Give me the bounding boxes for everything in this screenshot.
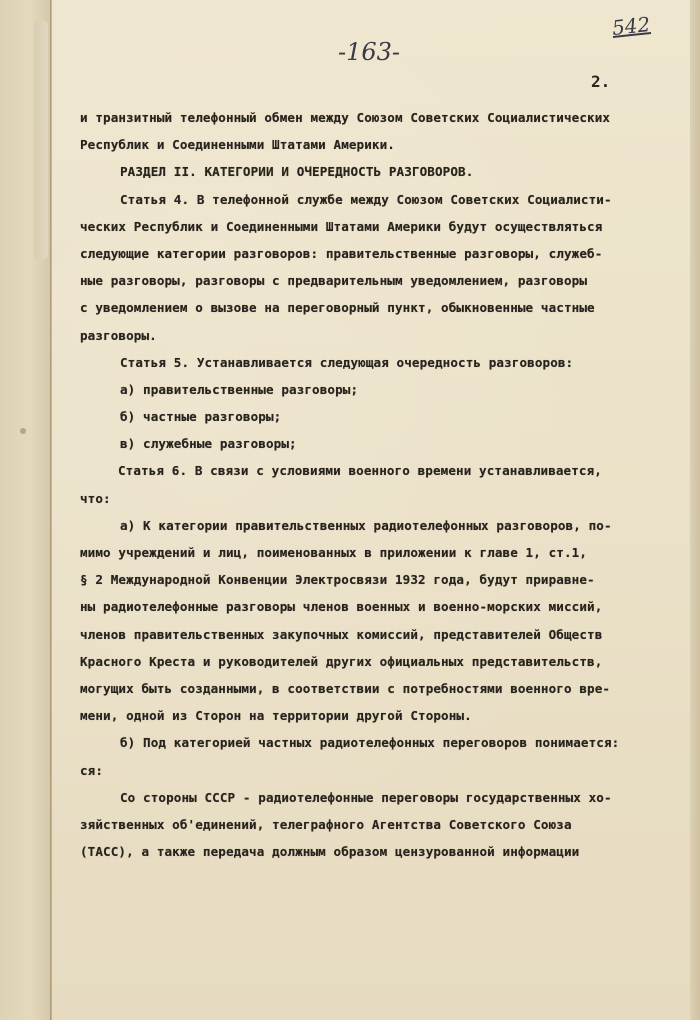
- text-line: могущих быть созданными, в соответствии с потребностями военного вре-: [80, 680, 611, 696]
- text-line: разговоры.: [80, 327, 157, 343]
- text-line: следующие категории разговоров: правительственные разговоры, служеб-: [80, 245, 603, 261]
- list-item: в) служебные разговоры;: [120, 436, 297, 452]
- text-line: § 2 Международной Конвенции Электросвязи 1932 года, будут приравне-: [80, 572, 595, 588]
- list-item: а) К категории правительственных радиотелефонных разговоров, по-: [120, 517, 612, 533]
- article-5-line: Статья 5. Устанавливается следующая очередность разговоров:: [120, 354, 574, 370]
- text-line: Со стороны СССР - радиотелефонные переговоры государственных хо-: [120, 789, 612, 805]
- text-line: ческих Республик и Соединенными Штатами Америки будут осуществляться: [80, 218, 603, 234]
- text-line: и транзитный телефонный обмен между Союзом Советских Социалистических: [80, 110, 611, 125]
- list-item: б) частные разговоры;: [120, 409, 282, 425]
- punch-hole: [20, 428, 26, 434]
- binding-edge: [50, 0, 52, 1020]
- text-line: ны радиотелефонные разговоры членов военных и военно-морских миссий,: [80, 599, 603, 615]
- article-6-line: Статья 6. В связи с условиями военного времени устанавливается,: [118, 463, 602, 479]
- handwritten-page-number: -163-: [338, 38, 401, 66]
- text-line: Красного Креста и руководителей других официальных представительств,: [80, 653, 603, 669]
- text-line: что:: [80, 490, 111, 506]
- archive-number: 542: [610, 12, 652, 40]
- text-line: (ТАСС), а также передача должным образом цензурованной информации: [80, 844, 580, 860]
- page-number: 2.: [591, 72, 611, 91]
- article-4-line: Статья 4. В телефонной службе между Союзом Советских Социалисти-: [120, 191, 612, 207]
- text-line: ся:: [80, 762, 104, 778]
- text-line: Республик и Соединенными Штатами Америки.: [80, 137, 395, 153]
- text-line: членов правительственных закупочных комиссий, представителей Обществ: [80, 626, 603, 642]
- text-line: с уведомлением о вызове на переговорный пункт, обыкновенные частные: [80, 300, 595, 316]
- binding-fold: [34, 20, 48, 260]
- right-page-edge: [690, 0, 700, 1020]
- text-line: ные разговоры, разговоры с предварительным уведомлением, разговоры: [80, 273, 588, 289]
- document-body: [80, 104, 680, 865]
- section-heading: РАЗДЕЛ II. КАТЕГОРИИ И ОЧЕРЕДНОСТЬ РАЗГОВОРОВ.: [120, 164, 474, 180]
- text-line: зяйственных об'единений, телеграфного Агентства Советского Союза: [80, 816, 572, 832]
- text-line: мимо учреждений и лиц, поименованных в приложении к главе 1, ст.1,: [80, 545, 588, 560]
- text-line: мени, одной из Сторон на территории другой Стороны.: [80, 708, 472, 724]
- list-item: б) Под категорией частных радиотелефонных переговоров понимается:: [120, 735, 620, 751]
- list-item: а) правительственные разговоры;: [120, 381, 359, 397]
